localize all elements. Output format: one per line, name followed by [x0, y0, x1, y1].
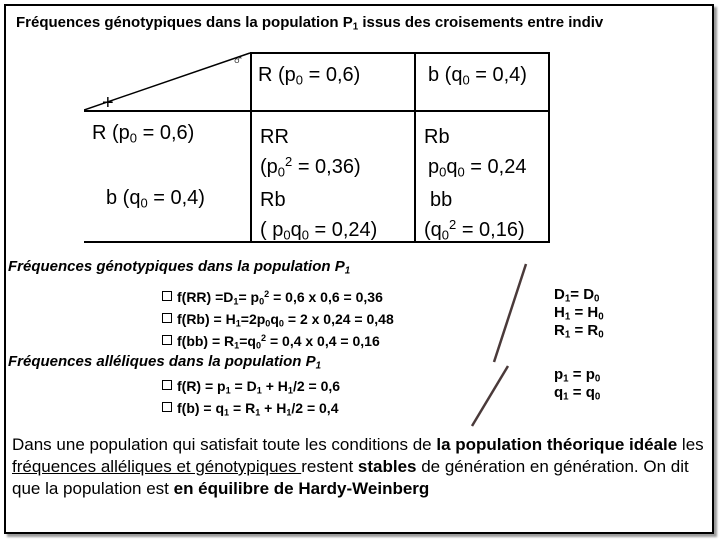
allelic-heading: Fréquences alléliques dans la population $P_1$ [8, 353, 322, 372]
bullet-box-icon [162, 402, 172, 412]
conclusion-paragraph: Dans une population qui satisfait toute les conditions de la population théorique idéale les fréquences alléliques et génotypiques restent stables de génération en génération. On dit que la population est en équilibre de Hardy-Weinberg [12, 434, 708, 530]
bullet-box-icon [162, 380, 172, 390]
punnett-table [84, 52, 550, 243]
male-symbol-icon: ♂ [232, 52, 244, 69]
genotypic-heading: Fréquences génotypiques dans la population $P_1$ [8, 258, 351, 277]
cell-bb: bb $(q_0^2 = 0,16)$ [424, 189, 525, 243]
row-header-R: R $(p_0 = 0,6)$ [92, 122, 195, 146]
allele-line-b: $f(b) = q_1 = R_1 + H_1/2 = 0,4$ [162, 400, 338, 416]
col-header-b: b $(q_0 = 0,4)$ [428, 64, 527, 88]
row-header-b: b $(q_0 = 0,4)$ [106, 187, 205, 211]
allele-line-R: $f(R) = p_1 = D_1 + H_1/2 = 0,6$ [162, 378, 340, 394]
cell-Rb: Rb $p_0q_0 = 0,24$ [424, 126, 527, 180]
equilibrium-allele-equations: $p_1 = p_0$ $q_1 = q_0$ [554, 366, 601, 403]
table-vline-2 [414, 52, 416, 243]
col-header-R: R $(p_0 = 0,6)$ [258, 64, 361, 88]
genotype-line-RR: $f(RR) =D_1= p_0^2 = 0,6$ x 0,6 = 0,36 [162, 289, 383, 305]
bullet-box-icon [162, 291, 172, 301]
slide-title: Fréquences génotypiques dans la population $P_1$ issus des croisements entre indiv [16, 14, 604, 31]
bullet-box-icon [162, 313, 172, 323]
genotype-line-bb: $f(bb) = R_1=q_0^2 = 0,4$ x 0,4 = 0,16 [162, 333, 380, 349]
genotype-line-Rb: $f(Rb) = H_1=2p_0q_0 = 2$ x 0,24 = 0,48 [162, 311, 394, 327]
divider-slashes [470, 262, 530, 428]
cell-RR: RR $(p_0^2 = 0,36)$ [260, 126, 361, 180]
female-symbol-icon: + [102, 92, 114, 114]
table-vline-3 [548, 52, 550, 243]
table-hline-top [250, 52, 550, 54]
equilibrium-genotype-equations: $D_1= D_0$ $H_1 = H_0$ $R_1 = R_0$ [554, 286, 604, 341]
bullet-box-icon [162, 335, 172, 345]
cell-bR: Rb ( $p_0q_0 = 0,24$) [260, 189, 378, 243]
